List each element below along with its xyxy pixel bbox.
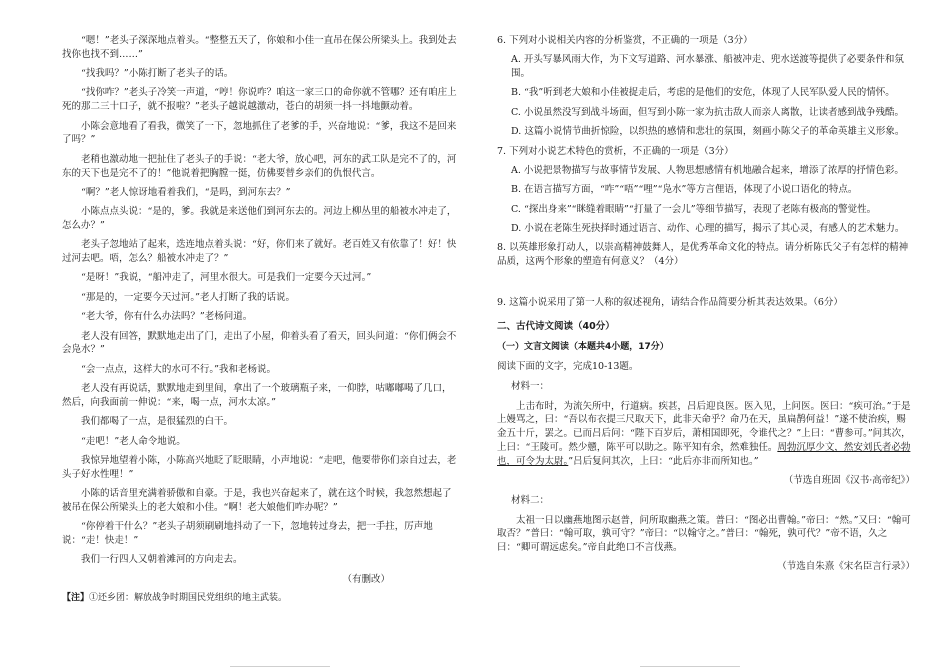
question-6-option-c: C. 小说虽然没写到战斗场面，但写到小陈一家为抗击敌人而亲人离散，让读者感到战争残酷。 [511, 106, 904, 118]
footnote-text: ①还乡团：解放战争时期国民党组织的地主武装。 [89, 592, 288, 603]
bottom-rule-right [640, 666, 740, 667]
material-2-source: （节选自朱熹《宋名臣言行录》） [777, 561, 915, 573]
material-1-text [497, 400, 915, 469]
story-paragraph: 我们都喝了一点，是很猛烈的白干。 [81, 416, 234, 428]
story-paragraph: 小陈的话音里充满着骄傲和自豪。于是，我也兴奋起来了，就在这个时候，我忽然想起了被吊在保公所梁头上的老大娘和小佳。“啊！老大娘他们咋办呢？” [62, 488, 452, 513]
material-1-label: 材料一： [511, 380, 550, 392]
story-paragraph: “那是的，一定要今天过河。”老人打断了我的话说。 [81, 291, 295, 303]
material-1-text-a: 上击布时，为流矢所中，行道病。疾甚，吕后迎良医。医入见，上问医。医曰：“疾可治。”于是上嫚骂之，曰：“吾以布衣提三尺取天下，此非天命乎？命乃在天，虽扁鹊何益！”遂不使治疾，赐金五十斤，罢之。已而吕后问：“陛下百岁后，萧相国即死，令谁代之？”上曰：“曹参可。”问其次，上曰：“王陵可。然少戆，陈平可以助之。陈平知有余，然难独任。 [497, 400, 911, 453]
answer-space [497, 274, 915, 296]
story-paragraph: 老人没有回答，默默地走出了门，走出了小屋，仰着头看了看天，回头问道：“你们俩会不会凫水？” [62, 330, 457, 356]
question-7-option-a: A. 小说把景物描写与故事情节发展、人物思想感情有机地融合起来，增添了浓厚的抒情色彩。 [511, 164, 904, 176]
story-paragraph: “找你咋？”老头子冷笑一声道，“哼！你说咋？咱这一家三口的命你就不管哪？还有咱庄上死的那二三十口子，就不报啦？”老头子越说越激动，苍白的胡须一抖一抖地颤动着。 [62, 87, 457, 113]
bottom-rule-left [230, 666, 330, 667]
story-paragraph: “啊？”老人惊讶地看着我们，“是吗，到河东去？” [81, 186, 291, 198]
question-6-option-b: B. “我”听到老大娘和小佳被捉走后，考虑的是他们的安危，体现了人民军队爱人民的情怀。 [511, 87, 895, 99]
subsection-heading: （一）文言文阅读（本题共4小题，17分） [497, 342, 669, 353]
question-7-option-c: C. “探出身来”“眯缝着眼睛”“打量了一会儿”等细节描写，表现了老陈有极高的警觉性。 [511, 203, 877, 215]
story-paragraph: “老大爷，你有什么办法吗？”老杨问道。 [81, 311, 253, 323]
question-7-option-b: B. 在语言描写方面，“咋”“唔”“哩”“凫水”等方言俚语，体现了小说口语化的特点。 [511, 184, 858, 196]
footnote-label: 【注】 [62, 592, 90, 603]
story-attribution: （有删改） [342, 573, 390, 585]
question-9: 9. 这篇小说采用了第一人称的叙述视角，请结合作品简要分析其表达效果。（6分） [497, 297, 843, 309]
story-paragraph: “走吧！”老人命令地说。 [81, 435, 186, 447]
left-column [62, 34, 460, 611]
right-column [497, 34, 915, 580]
story-paragraph: “找我吗？”小陈打断了老头子的话。 [81, 68, 234, 80]
story-paragraph: 老头子忽地站了起来，迭连地点着头说：“好，你们来了就好。老百姓又有依靠了！好！快过河去吧。唔，怎么？船被水冲走了？” [62, 239, 457, 265]
question-7-option-d: D. 小说在老陈生死抉择时通过语言、动作、心理的描写，揭示了其心灵，有感人的艺术魅力。 [511, 223, 905, 234]
story-paragraph: “嗯！”老头子深深地点着头。“整整五天了，你娘和小佳一直吊在保公所梁头上。我到处去找你也找不到……” [62, 35, 457, 60]
question-6-option-d: D. 这篇小说情节曲折惊险，以织热的感情和悲壮的氛围，刻画小陈父子的革命英雄主义形象。 [511, 126, 905, 138]
reading-instruction: 阅读下面的文字，完成10-13题。 [497, 361, 639, 373]
question-6-option-a: A. 开头写暴风雨大作，为下文写道路、河水暴涨、船被冲走、兜水送渡等提供了必要条件和氛围。 [511, 54, 904, 80]
question-8: 8. 以英雄形象打动人，以崇高精神鼓舞人，是优秀革命文化的特点。请分析陈氏父子有怎样的精神品质，这两个形象的塑造有何意义？（4分） [497, 242, 909, 268]
question-6-stem: 6. 下列对小说相关内容的分析鉴赏，不正确的一项是（3分） [497, 35, 753, 46]
story-paragraph: 老稍也激动地一把扯住了老头子的手说：“老大爷，放心吧，河东的武工队是完不了的，河东的天下也是完不了的！”他说着把胸膛一挺，仿佛要替乡亲们的仇恨代言。 [62, 153, 457, 179]
story-paragraph: “你停着干什么？”老头子胡须刷刷地抖动了一下，忽地转过身去，把一手拄，厉声地说：“走！快走！” [62, 521, 433, 546]
story-paragraph: 小陈点点头说：“是的，爹。我就是来送他们到河东去的。河边上柳丛里的船被水冲走了，怎么办？” [62, 206, 457, 231]
material-1-underlined-sentence: 周勃沉厚少文，然安刘氏者必勃也，可令为太尉。 [497, 441, 911, 467]
material-2-text: 太祖一日以幽燕地图示赵普，问所取幽燕之策。普曰：“图必出曹翰。”帝曰：“然。”又曰：“翰可取否？”普曰：“翰可取，孰可守？”帝曰：“以翰守之。”普曰：“翰死，孰可代？”帝不语，久之曰：“卿可谓远虑矣。”帝自此绝口不言伐燕。 [497, 514, 911, 554]
story-paragraph: 老人没有再说话，默默地走到里间，拿出了一个玻璃瓶子来，一仰脖，咕嘟嘟喝了几口，然后，向我面前一伸说：“来，喝一点，河水太凉。” [62, 383, 452, 408]
story-paragraph: 我惊异地望着小陈，小陈高兴地眨了眨眼睛，小声地说：“走吧，他要带你们亲自过去，老头子好水性哩！” [62, 454, 457, 480]
material-1-source: （节选自班固《汉书·高帝纪》） [783, 475, 915, 487]
material-2-label: 材料二： [511, 494, 550, 506]
footnote [62, 592, 460, 605]
question-7-stem: 7. 下列对小说艺术特色的赏析，不正确的一项是（3分） [497, 145, 734, 157]
story-paragraph: 小陈会意地看了看我，微笑了一下，忽地抓住了老爹的手，兴奋地说：“爹，我这不是回来了吗？” [62, 120, 457, 146]
material-1-text-b: ”吕后复问其次，上曰：“此后亦非而所知也。” [568, 455, 759, 467]
story-paragraph: “是呀！”我说，“船冲走了，河里水很大。可是我们一定要今天过河。” [81, 272, 372, 284]
section-heading: 二、古代诗文阅读（40分） [497, 321, 615, 333]
story-paragraph: “会一点点，这样大的水可不行。”我和老杨说。 [81, 363, 276, 375]
story-paragraph: 我们一行四人又朝着滩河的方向走去。 [81, 554, 243, 566]
